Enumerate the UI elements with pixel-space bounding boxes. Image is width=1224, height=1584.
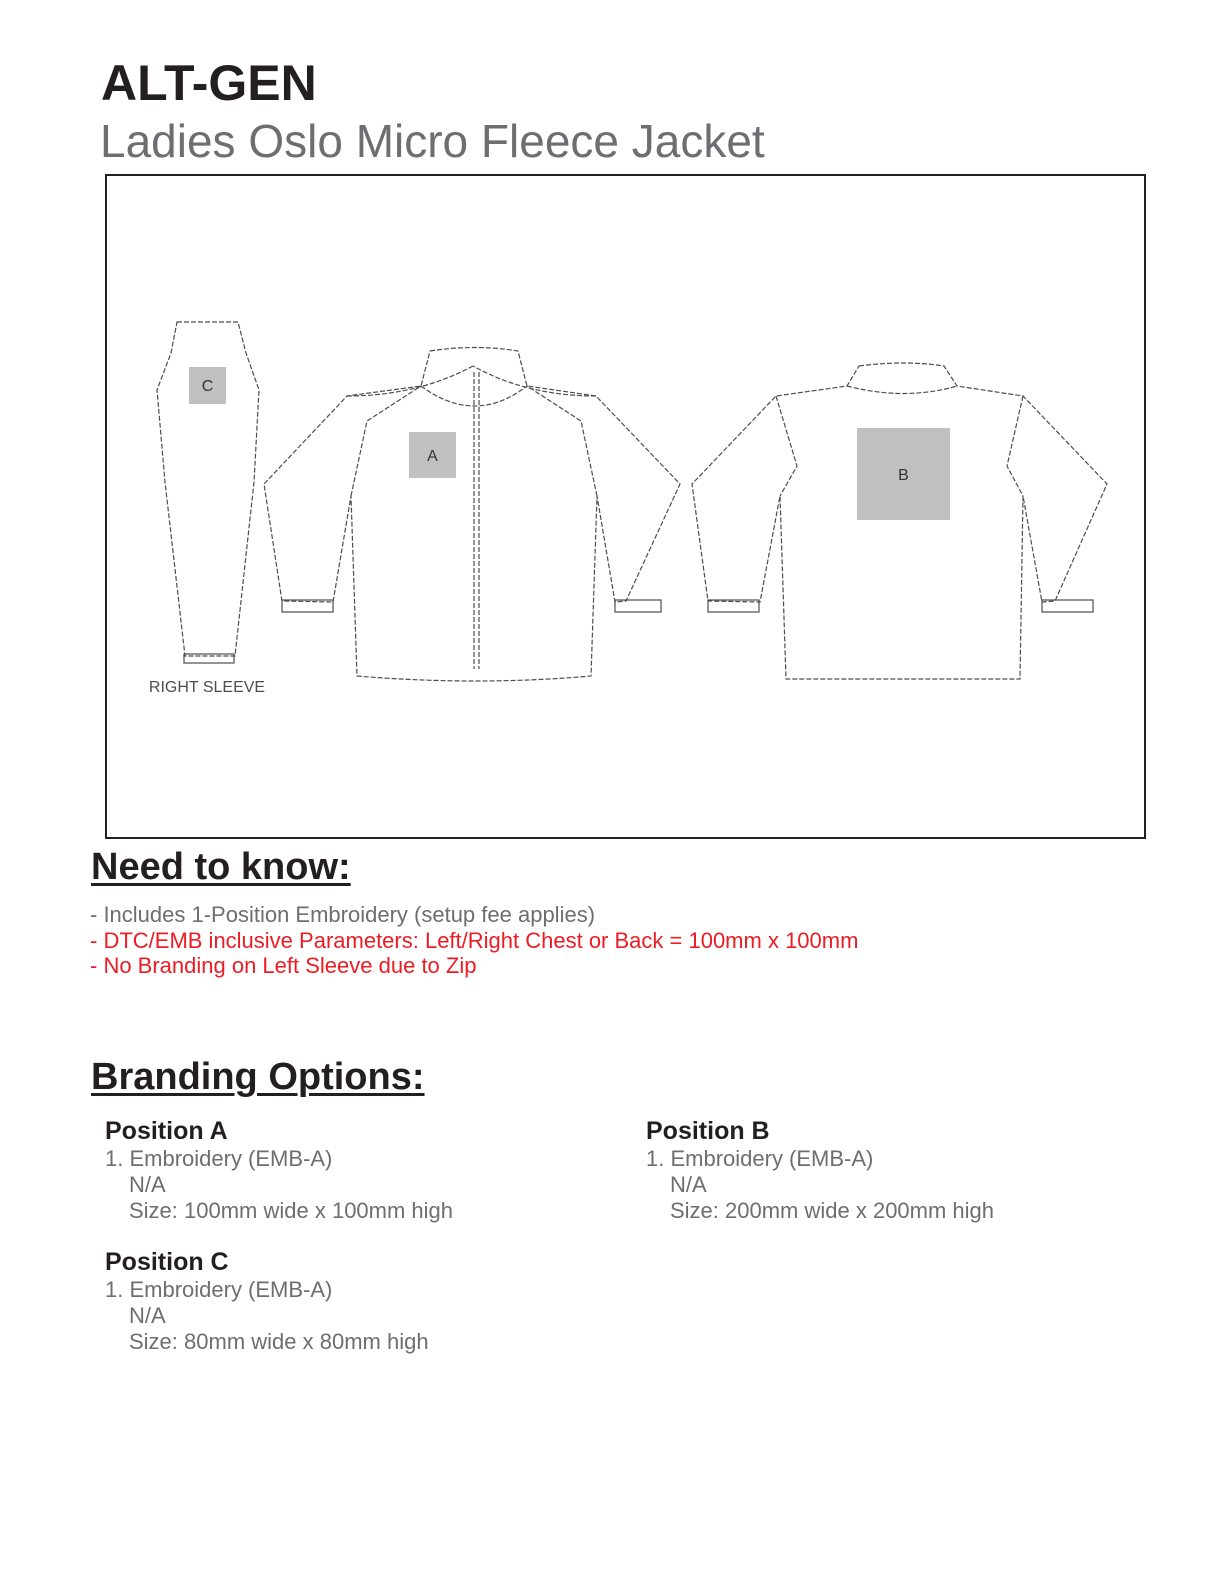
position-c-note: N/A <box>129 1303 166 1328</box>
position-a-size: Size: 100mm wide x 100mm high <box>129 1198 454 1223</box>
product-title: Ladies Oslo Micro Fleece Jacket <box>100 115 765 167</box>
sleeve-caption: RIGHT SLEEVE <box>148 679 266 696</box>
print-area-a-label: A <box>427 448 438 465</box>
note-item: - Includes 1-Position Embroidery (setup fee applies) <box>90 902 596 927</box>
branding-options-heading: Branding Options: <box>91 1056 425 1098</box>
jacket-front-drawing <box>264 348 680 682</box>
garment-drawing-frame <box>105 174 1146 839</box>
position-b-note: N/A <box>670 1172 707 1197</box>
print-area-b-label: B <box>898 467 909 484</box>
position-c-size: Size: 80mm wide x 80mm high <box>129 1329 429 1354</box>
position-b-title: Position B <box>646 1117 770 1145</box>
need-to-know-heading: Need to know: <box>91 846 351 888</box>
position-b-size: Size: 200mm wide x 200mm high <box>670 1198 995 1223</box>
garment-drawing <box>107 176 1144 837</box>
position-c-block <box>105 1247 429 1355</box>
position-b-block <box>646 1116 994 1224</box>
position-c-title: Position C <box>105 1248 229 1276</box>
brand-title: ALT-GEN <box>101 55 317 111</box>
position-a-note: N/A <box>129 1172 166 1197</box>
position-c-method: 1. Embroidery (EMB-A) <box>105 1277 333 1302</box>
position-a-block <box>105 1116 453 1224</box>
position-a-title: Position A <box>105 1117 228 1145</box>
position-a-method: 1. Embroidery (EMB-A) <box>105 1146 333 1171</box>
print-area-c-label: C <box>201 378 214 395</box>
position-b-method: 1. Embroidery (EMB-A) <box>646 1146 874 1171</box>
note-item-warning: - DTC/EMB inclusive Parameters: Left/Right Chest or Back = 100mm x 100mm <box>90 927 859 953</box>
note-item-warning: - No Branding on Left Sleeve due to Zip <box>90 953 477 978</box>
jacket-back-drawing <box>692 363 1107 679</box>
need-to-know-list <box>90 902 858 979</box>
